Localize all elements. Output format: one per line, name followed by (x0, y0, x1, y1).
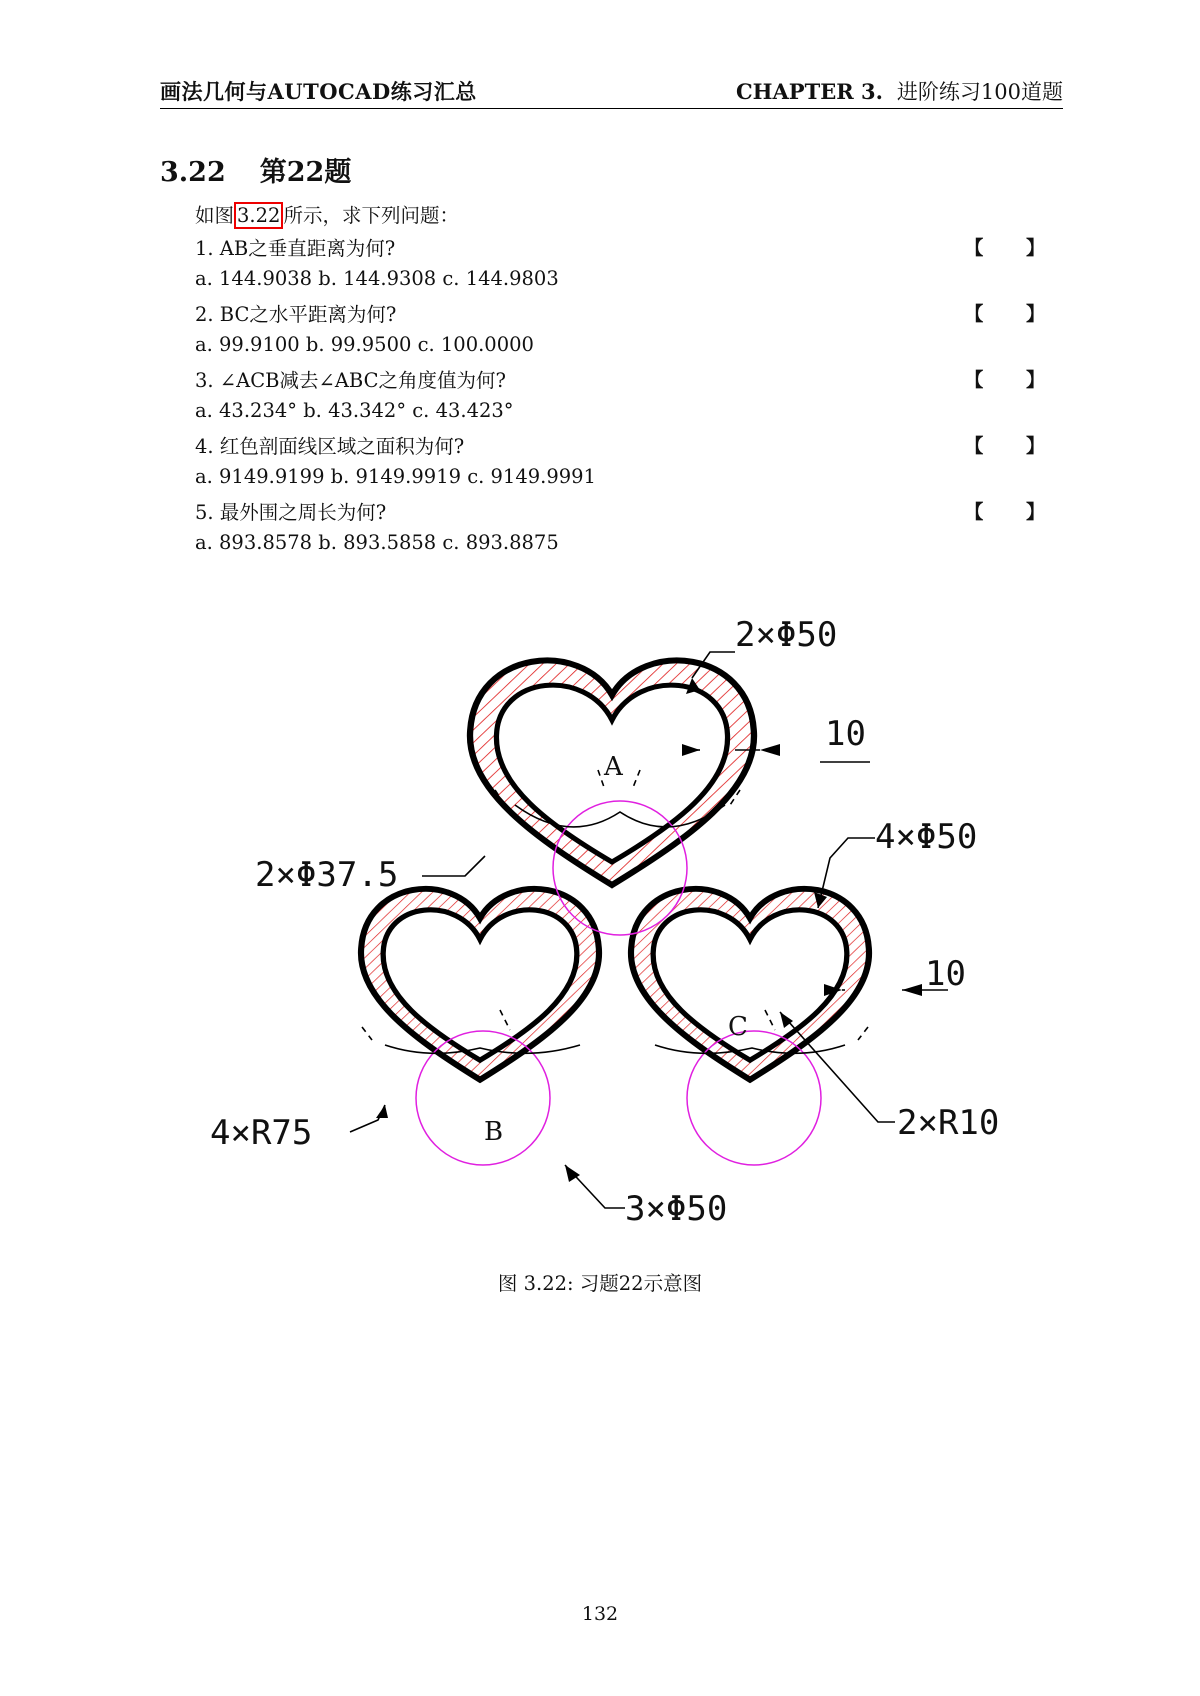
options-2: a. 99.9100 b. 99.9500 c. 100.0000 (195, 333, 534, 356)
section-title: 第22题 (259, 157, 352, 188)
header-book-title: 画法几何与AUTOCAD练习汇总 (160, 79, 477, 104)
heart-bottom-left (361, 889, 599, 1080)
question-1: 1. AB之垂直距离为何? (195, 237, 396, 260)
dim-radius-10: 2×R10 (897, 1103, 1000, 1143)
dim-bottom-diameter: 3×Φ50 (625, 1189, 728, 1229)
figure-caption: 图 3.22: 习题22示意图 (497, 1272, 703, 1295)
dim-top-thickness: 10 (825, 714, 866, 754)
answer-bracket-4: 【 】 (964, 435, 1063, 457)
intro-line (195, 200, 459, 228)
answer-bracket-2: 【 】 (964, 303, 1063, 325)
running-header (160, 74, 1063, 109)
answer-bracket-1: 【 】 (964, 237, 1063, 259)
section-heading (160, 150, 351, 189)
question-3 (195, 365, 506, 393)
options-1: a. 144.9038 b. 144.9308 c. 144.9803 (195, 267, 559, 290)
question-5: 5. 最外围之周长为何? (195, 501, 387, 524)
header-chapter (736, 76, 1063, 106)
question-3-text: 3. ∠ACB减去∠ABC之角度值为何? (195, 369, 506, 392)
dim-radius-75: 4×R75 (210, 1113, 313, 1153)
options-5: a. 893.8578 b. 893.5858 c. 893.8875 (195, 531, 559, 554)
dim-right-diameter: 4×Φ50 (875, 817, 978, 857)
intro-prefix: 如图 (195, 204, 235, 227)
options-4: a. 9149.9199 b. 9149.9919 c. 9149.9991 (195, 465, 596, 488)
options-3: a. 43.234° b. 43.342° c. 43.423° (195, 399, 514, 422)
page-number: 132 (581, 1603, 619, 1625)
point-c-label: C (728, 1012, 748, 1042)
intro-suffix: 所示，求下列问题： (283, 204, 459, 227)
dim-right-thickness: 10 (925, 954, 966, 994)
dim-left-diameter: 2×Φ37.5 (255, 855, 399, 895)
figure-hearts-drawing (195, 600, 1065, 1250)
section-number: 3.22 (160, 157, 226, 188)
answer-bracket-3: 【 】 (964, 369, 1063, 391)
heart-bottom-right (631, 889, 869, 1080)
dim-top-diameter: 2×Φ50 (735, 615, 838, 655)
question-4: 4. 红色剖面线区域之面积为何? (195, 435, 465, 458)
point-b-label: B (484, 1117, 504, 1147)
figure-ref-link[interactable]: 3.22 (234, 202, 283, 229)
question-2: 2. BC之水平距离为何? (195, 303, 397, 326)
point-a-label: A (604, 752, 623, 782)
answer-bracket-5: 【 】 (964, 501, 1063, 523)
header-chapter-title: 进阶练习100道题 (896, 80, 1063, 104)
header-chapter-number: CHAPTER 3. (735, 79, 883, 104)
